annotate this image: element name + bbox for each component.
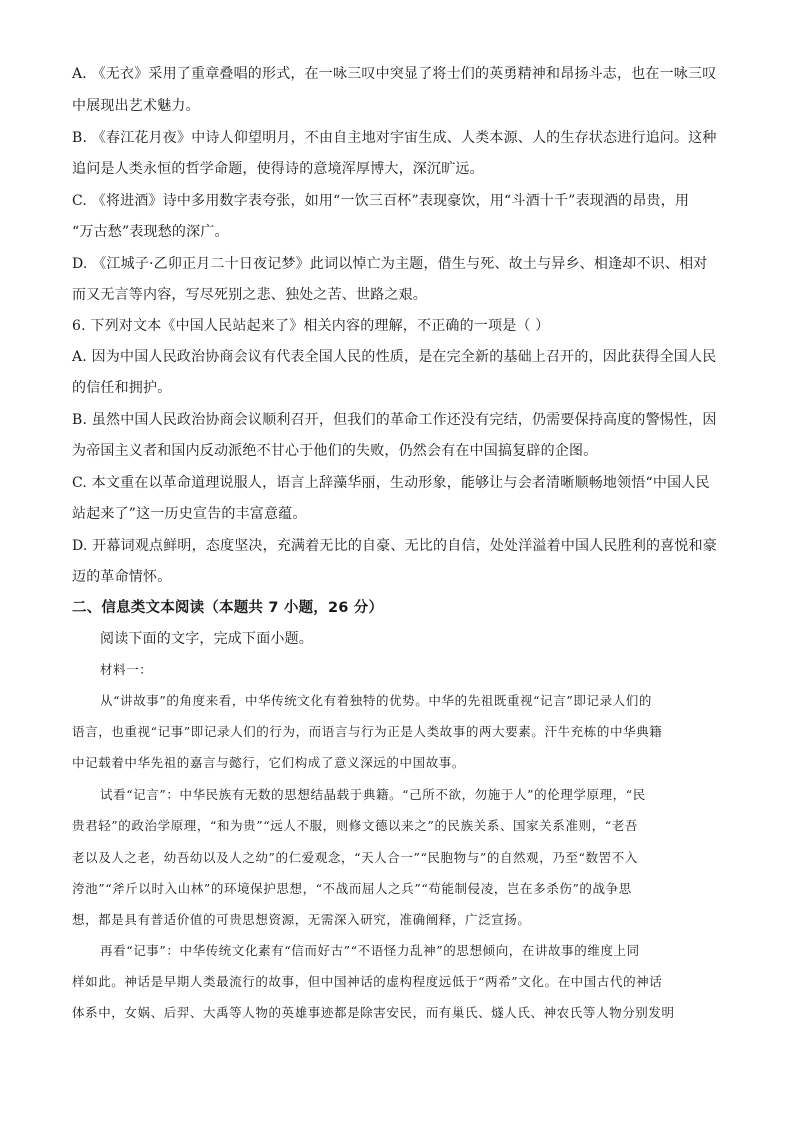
q5-option-b-line1: B. 《春江花月夜》中诗人仰望明月，不由自主地对宇宙生成、人类本源、人的生存状态进行追问。这种 [72,130,717,146]
q5-option-d-line2: 而又无言等内容，写尽死别之悲、独处之苦、世路之艰。 [72,287,427,303]
material-line: 老以及人之老，幼吾幼以及人之幼”的仁爱观念，“天人合一”“民胞物与”的自然观，乃至“数罟不入 [72,850,638,865]
material-line: 体系中，女娲、后羿、大禹等人物的英雄事迹都是除害安民，而有巢氏、燧人氏、神农氏等人物分别发明 [72,1005,675,1020]
section-instruction: 阅读下面的文字，完成下面小题。 [100,631,313,647]
material-line: 试看“记言”：中华民族有无数的思想结晶载于典籍。“己所不欲，勿施于人”的伦理学原理，“民 [100,787,646,802]
material-line: 贵君轻”的政治学原理，“和为贵”“远人不服，则修文德以来之”的民族关系、国家关系准则，“老吾 [72,818,638,833]
material-line: 想，都是具有普适价值的可贵思想资源，无需深入研究，准确阐释，广泛宣扬。 [72,912,531,927]
material-line: 中记载着中华先祖的嘉言与懿行，它们构成了意义深远的中国故事。 [72,755,466,770]
q6-option-d-line1: D. 开幕词观点鲜明，态度坚决，充满着无比的自豪、无比的自信，处处洋溢着中国人民胜利的喜悦和豪 [72,538,718,554]
q6-stem: 6. 下列对文本《中国人民站起来了》相关内容的理解，不正确的一项是（ ） [72,318,550,334]
q5-option-a-line2: 中展现出艺术魅力。 [72,98,200,114]
q5-option-c-line2: “万古愁”表现愁的深广。 [72,224,229,240]
q6-option-b-line2: 为帝国主义者和国内反动派绝不甘心于他们的失败，仍然会有在中国搞复辟的企图。 [72,443,598,459]
q6-option-d-line2: 迈的革命情怀。 [72,569,172,585]
q6-option-a-line2: 的信任和拥护。 [72,380,172,396]
material-line: 再看“记事”：中华传统文化素有“信而好古”“不语怪力乱神”的思想倾向，在讲故事的维度上同 [100,943,640,958]
section-heading: 二、信息类文本阅读（本题共 7 小题，26 分） [72,600,384,616]
material-line: 从“讲故事”的角度来看，中华传统文化有着独特的优势。中华的先祖既重视“记言”即记录人们的 [100,693,652,708]
material-label: 材料一： [100,662,153,677]
q5-option-d-line1: D. 《江城子·乙卯正月二十日夜记梦》此词以悼亡为主题，借生与死、故土与异乡、相逢却不识、相对 [72,256,708,272]
material-line: 语言，也重视“记事”即记录人们的行为，而语言与行为正是人类故事的两大要素。汗牛充栋的中华典籍 [72,724,663,739]
q6-option-c-line1: C. 本文重在以革命道理说服人，语言上辞藻华丽，生动形象，能够让与会者清晰顺畅地领悟“中国人民 [72,475,710,491]
q6-option-c-line2: 站起来了”这一历史宣告的丰富意蕴。 [72,506,307,522]
q5-option-a-line1: A. 《无衣》采用了重章叠唱的形式，在一咏三叹中突显了将士们的英勇精神和昂扬斗志，也在一咏三叹 [72,66,717,82]
q6-option-b-line1: B. 虽然中国人民政治协商会议顺利召开，但我们的革命工作还没有完结，仍需要保持高度的警惕性，因 [72,412,717,428]
material-line: 样如此。神话是早期人类最流行的故事，但中国神话的虚构程度远低于“两希”文化。在中国古代的神话 [72,974,663,989]
q6-option-a-line1: A. 因为中国人民政治协商会议有代表全国人民的性质，是在完全新的基础上召开的，因此获得全国人民 [72,349,717,365]
q5-option-b-line2: 追问是人类永恒的哲学命题，使得诗的意境浑厚博大，深沉旷远。 [72,161,484,177]
material-line: 洿池”“斧斤以时入山林”的环境保护思想，“不战而屈人之兵”“苟能制侵凌，岂在多杀伤”的战争思 [72,881,632,896]
q5-option-c-line1: C. 《将进酒》诗中多用数字表夸张，如用“一饮三百杯”表现豪饮，用“斗酒十千”表现酒的昂贵，用 [72,193,690,209]
